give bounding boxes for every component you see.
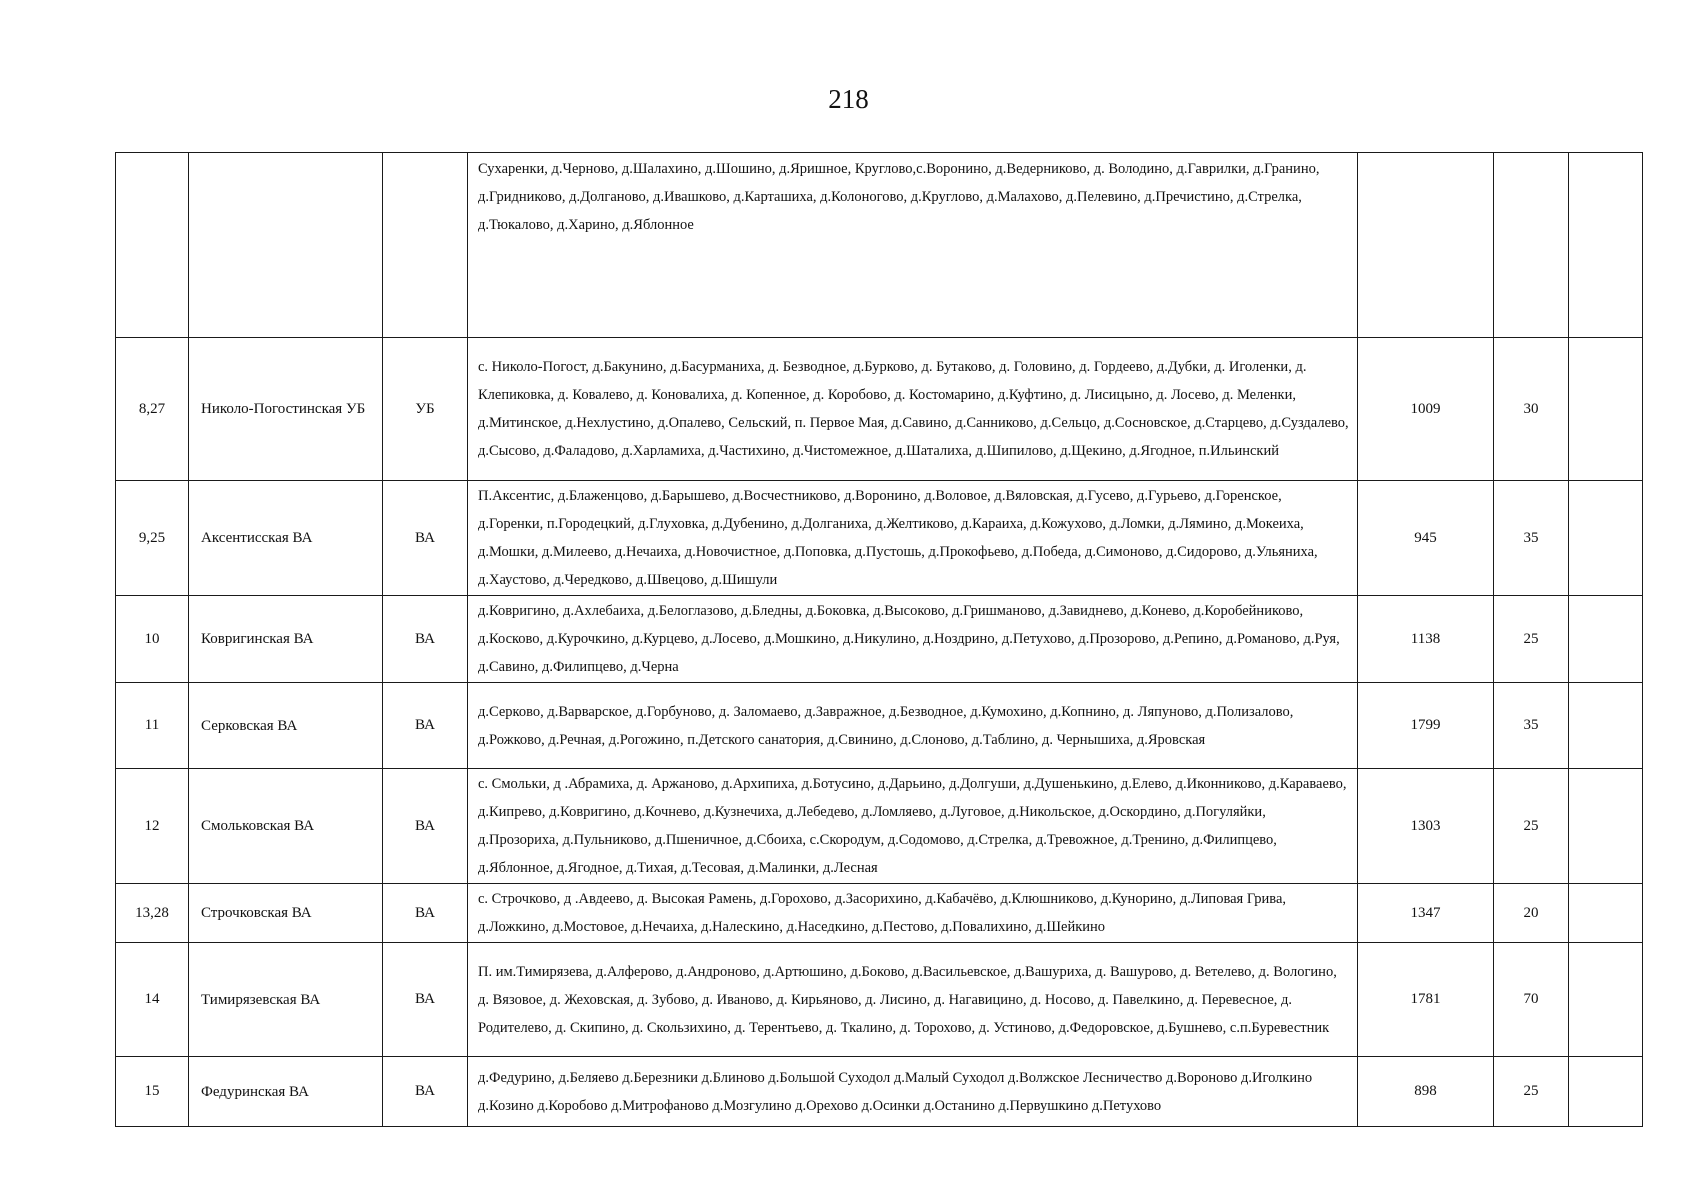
empty-cell (1569, 1057, 1643, 1127)
distance-cell: 30 (1494, 338, 1569, 481)
empty-cell (1569, 884, 1643, 943)
distance-cell: 35 (1494, 481, 1569, 596)
distance-cell: 25 (1494, 769, 1569, 884)
settlements-list-cell: д.Федурино, д.Беляево д.Березники д.Блиново д.Большой Суходол д.Малый Суходол д.Волжское Лесничество д.Вороново д.Иголкино д.Козино д.Коробово д.Митрофаново д.Мозгулино д.Орехово д.Осинки д.Останино д.Первушкино д.Петухово (468, 1057, 1358, 1127)
table-row (116, 683, 1643, 769)
ambulatory-name-cell: Тимирязевская ВА (189, 943, 383, 1057)
table-row (116, 884, 1643, 943)
facility-type-cell: ВА (383, 683, 468, 769)
population-cell: 1009 (1358, 338, 1494, 481)
district-number-cell: 15 (116, 1057, 189, 1127)
population-cell: 1799 (1358, 683, 1494, 769)
distance-cell: 70 (1494, 943, 1569, 1057)
table-row (116, 481, 1643, 596)
ambulatory-name-cell: Аксентисская ВА (189, 481, 383, 596)
ambulatory-name-cell: Федуринская ВА (189, 1057, 383, 1127)
distance-cell: 25 (1494, 1057, 1569, 1127)
settlements-table (115, 152, 1643, 1127)
district-number-cell: 13,28 (116, 884, 189, 943)
empty-cell (1569, 596, 1643, 683)
facility-type-cell: ВА (383, 596, 468, 683)
facility-type-cell: ВА (383, 884, 468, 943)
population-cell: 1347 (1358, 884, 1494, 943)
distance-cell: 25 (1494, 596, 1569, 683)
district-number-cell: 14 (116, 943, 189, 1057)
settlements-list-cell: П.Аксентис, д.Блаженцово, д.Барышево, д.Восчестниково, д.Воронино, д.Воловое, д.Вяловская, д.Гусево, д.Гурьево, д.Горенское, д.Горенки, п.Городецкий, д.Глуховка, д.Дубенино, д.Долганиха, д.Желтиково, д.Караиха, д.Кожухово, д.Ломки, д.Лямино, д.Мокеиха, д.Мошки, д.Милеево, д.Нечаиха, д.Новочистное, д.Поповка, д.Пустошь, д.Прокофьево, д.Победа, д.Симоново, д.Сидорово, д.Ульяниха, д.Хаустово, д.Чередково, д.Швецово, д.Шишули (468, 481, 1358, 596)
district-number-cell: 10 (116, 596, 189, 683)
district-number-cell: 9,25 (116, 481, 189, 596)
facility-type-cell: ВА (383, 943, 468, 1057)
district-number-cell: 12 (116, 769, 189, 884)
settlements-list-cell: с. Строчково, д .Авдеево, д. Высокая Рамень, д.Горохово, д.Засорихино, д.Кабачёво, д.Клюшниково, д.Кунорино, д.Липовая Грива, д.Ложкино, д.Мостовое, д.Нечаиха, д.Налескино, д.Наседкино, д.Пестово, д.Повалихино, д.Шейкино (468, 884, 1358, 943)
empty-cell (1569, 683, 1643, 769)
facility-type-cell: ВА (383, 769, 468, 884)
population-cell (1358, 153, 1494, 338)
settlements-list-cell: Сухаренки, д.Черново, д.Шалахино, д.Шошино, д.Яришное, Круглово,с.Воронино, д.Ведерниково, д. Володино, д.Гаврилки, д.Гранино, д.Гридниково, д.Долганово, д.Ивашково, д.Карташиха, д.Колоногово, д.Круглово, д.Малахово, д.Пелевино, д.Пречистино, д.Стрелка, д.Тюкалово, д.Харино, д.Яблонное (468, 153, 1358, 338)
ambulatory-name-cell: Строчковская ВА (189, 884, 383, 943)
empty-cell (1569, 338, 1643, 481)
ambulatory-name-cell: Ковригинская ВА (189, 596, 383, 683)
facility-type-cell: ВА (383, 481, 468, 596)
ambulatory-name-cell (189, 153, 383, 338)
page-number: 218 (828, 84, 869, 114)
empty-cell (1569, 153, 1643, 338)
table-row (116, 1057, 1643, 1127)
population-cell: 1303 (1358, 769, 1494, 884)
facility-type-cell: ВА (383, 1057, 468, 1127)
population-cell: 898 (1358, 1057, 1494, 1127)
population-cell: 945 (1358, 481, 1494, 596)
distance-cell: 20 (1494, 884, 1569, 943)
distance-cell (1494, 153, 1569, 338)
settlements-list-cell: д.Ковригино, д.Ахлебаиха, д.Белоглазово, д.Бледны, д.Боковка, д.Высоково, д.Гришманово, д.Завиднево, д.Конево, д.Коробейниково, д.Косково, д.Курочкино, д.Курцево, д.Лосево, д.Мошкино, д.Никулино, д.Ноздрино, д.Петухово, д.Прозорово, д.Репино, д.Романово, д.Руя, д.Савино, д.Филипцево, д.Черна (468, 596, 1358, 683)
empty-cell (1569, 943, 1643, 1057)
settlements-list-cell: П. им.Тимирязева, д.Алферово, д.Андроново, д.Артюшино, д.Боково, д.Васильевское, д.Вашуриха, д. Вашурово, д. Ветелево, д. Вологино, д. Вязовое, д. Жеховская, д. Зубово, д. Иваново, д. Кирьяново, д. Лисино, д. Нагавицино, д. Носово, д. Павелкино, д. Перевесное, д. Родителево, д. Скипино, д. Скользихино, д. Терентьево, д. Ткалино, д. Торохово, д. Устиново, д.Федоровское, д.Бушнево, с.п.Буревестник (468, 943, 1358, 1057)
empty-cell (1569, 769, 1643, 884)
facility-type-cell (383, 153, 468, 338)
settlements-list-cell: с. Николо-Погост, д.Бакунино, д.Басурманиха, д. Безводное, д.Бурково, д. Бутаково, д. Головино, д. Гордеево, д.Дубки, д. Иголенки, д. Клепиковка, д. Ковалево, д. Коновалиха, д. Копенное, д. Коробово, д. Костомарино, д.Куфтино, д. Лисицыно, д. Лосево, д. Меленки, д.Митинское, д.Нехлустино, д.Опалево, Сельский, п. Первое Мая, д.Савино, д.Санниково, д.Сельцо, д.Сосновское, д.Старцево, д.Суздалево, д.Сысово, д.Фаладово, д.Харламиха, д.Частихино, д.Чистомежное, д.Шаталиха, д.Шипилово, д.Щекино, д.Ягодное, п.Ильинский (468, 338, 1358, 481)
empty-cell (1569, 481, 1643, 596)
district-number-cell (116, 153, 189, 338)
settlements-list-cell: д.Серково, д.Варварское, д.Горбуново, д. Заломаево, д.Завражное, д.Безводное, д.Кумохино, д.Копнино, д. Ляпуново, д.Полизалово, д.Рожково, д.Речная, д.Рогожино, п.Детского санатория, д.Свинино, д.Слоново, д.Таблино, д. Чернышиха, д.Яровская (468, 683, 1358, 769)
table-row (116, 596, 1643, 683)
ambulatory-name-cell: Смольковская ВА (189, 769, 383, 884)
table-row (116, 338, 1643, 481)
population-cell: 1781 (1358, 943, 1494, 1057)
ambulatory-name-cell: Николо-Погостинская УБ (189, 338, 383, 481)
table-row (116, 769, 1643, 884)
distance-cell: 35 (1494, 683, 1569, 769)
settlements-list-cell: с. Смольки, д .Абрамиха, д. Аржаново, д.Архипиха, д.Ботусино, д.Дарьино, д.Долгуши, д.Душенькино, д.Елево, д.Иконниково, д.Караваево, д.Кипрево, д.Ковригино, д.Кочнево, д.Кузнечиха, д.Лебедево, д.Ломляево, д.Луговое, д.Никольское, д.Оскордино, д.Погуляйки, д.Прозориха, д.Пульниково, д.Пшеничное, д.Сбоиха, с.Скородум, д.Содомово, д.Стрелка, д.Тревожное, д.Тренино, д.Филипцево, д.Яблонное, д.Ягодное, д.Тихая, д.Тесовая, д.Малинки, д.Лесная (468, 769, 1358, 884)
population-cell: 1138 (1358, 596, 1494, 683)
table-row (116, 943, 1643, 1057)
district-number-cell: 11 (116, 683, 189, 769)
table-row (116, 153, 1643, 338)
ambulatory-name-cell: Серковская ВА (189, 683, 383, 769)
district-number-cell: 8,27 (116, 338, 189, 481)
facility-type-cell: УБ (383, 338, 468, 481)
